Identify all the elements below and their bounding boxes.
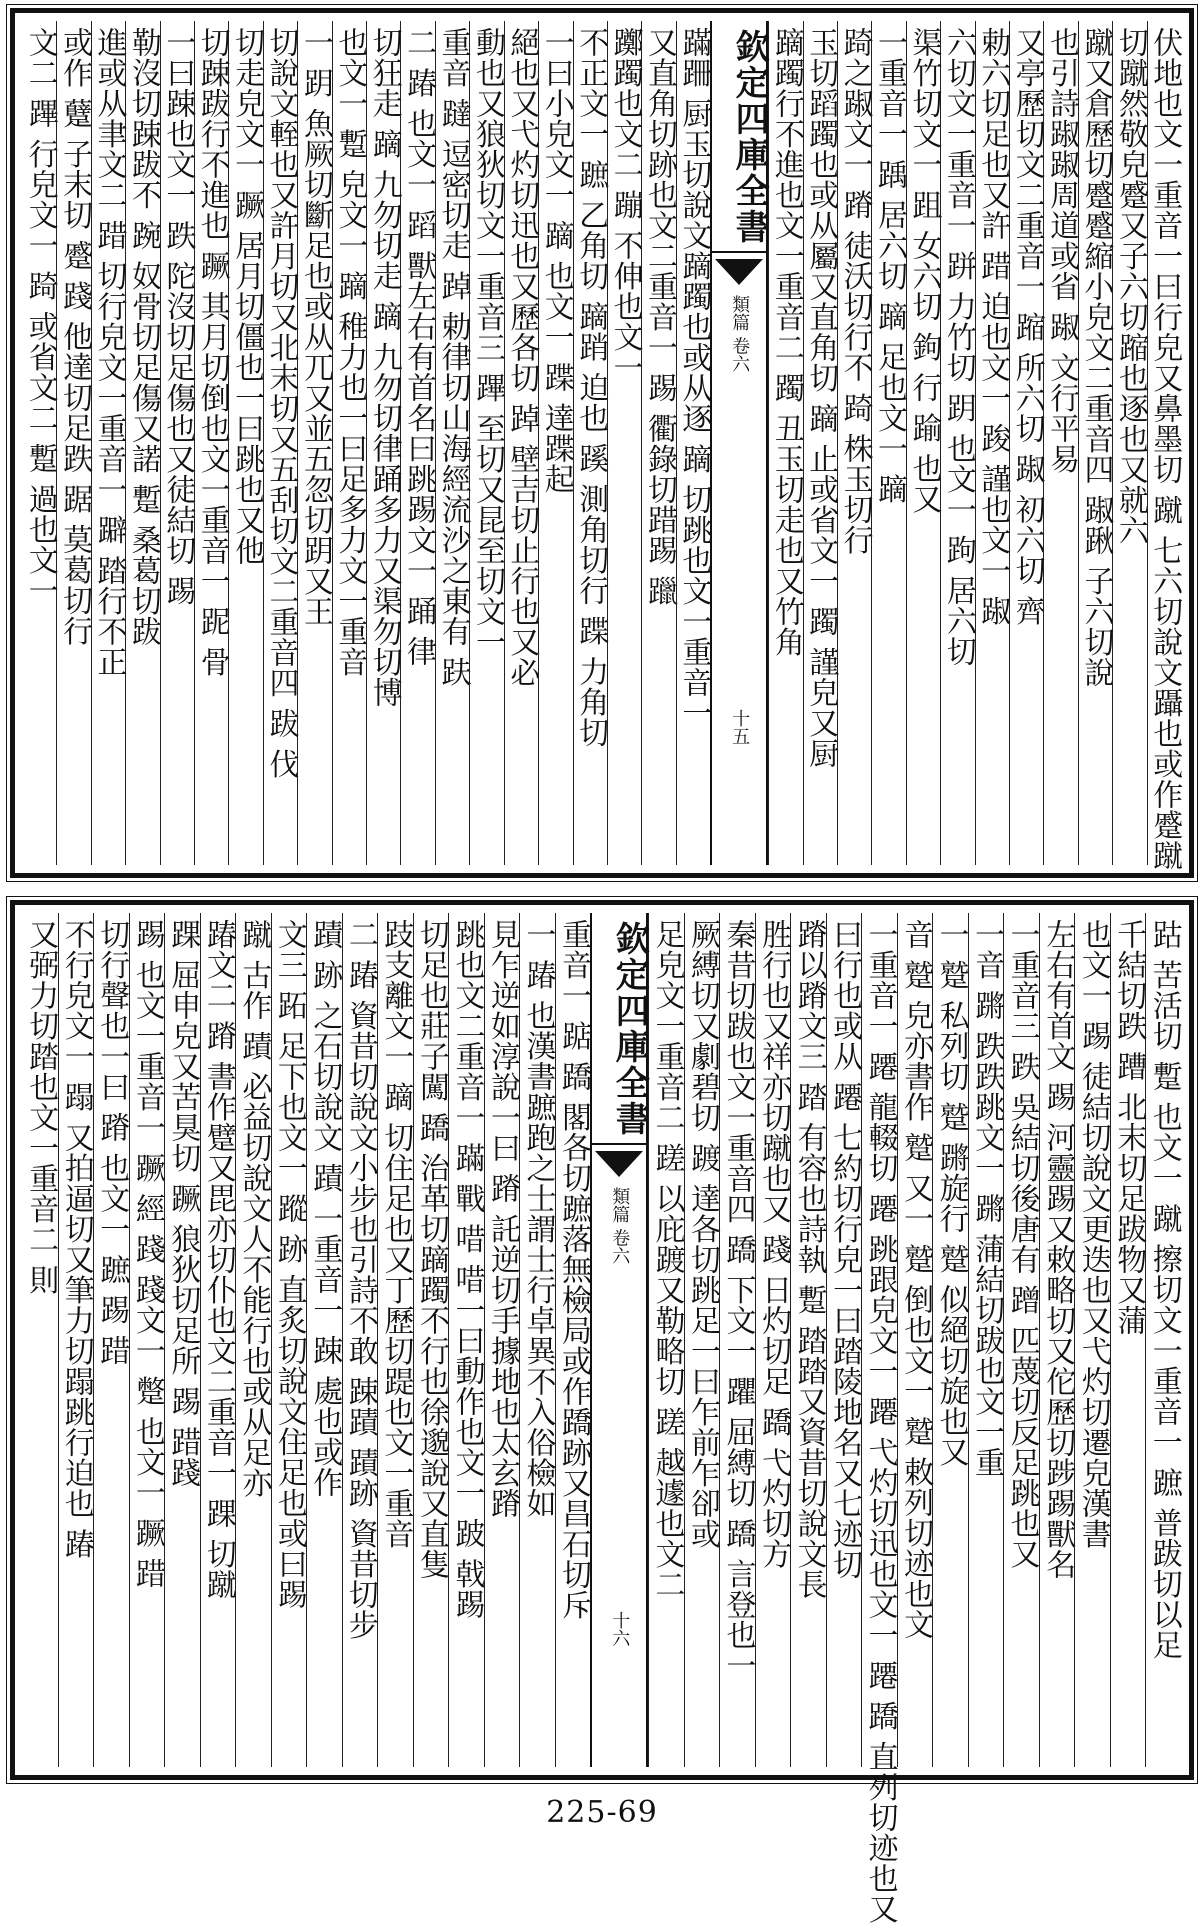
text-column (400, 21, 437, 865)
text-column (377, 913, 413, 1767)
text-column (555, 913, 591, 1767)
text-column (93, 913, 129, 1767)
column-text: 曰行也或从 蹮 七約切行皃一曰踏陵地名又七迹切 (827, 919, 863, 1580)
text-column (1074, 913, 1110, 1767)
column-text: 踝 屈申皃又苦狊切 蹶 狼狄切足所 踢 踖踐 (165, 919, 201, 1488)
column-text: 也文一 踢 徒結切說文更迭也又弋灼切遷皃漢書 (1075, 919, 1111, 1550)
text-column (448, 913, 484, 1767)
column-text: 一 跀 魚厥切斷足也或从兀又並五忽切跀又王 (297, 27, 333, 627)
column-text: 絕也又弋灼切迅也又歷各切 踔 壁吉切止行也又必 (504, 27, 540, 688)
text-column (1003, 913, 1039, 1767)
juan-label: 類篇 卷六 (609, 1187, 631, 1265)
column-text: 胜行也又祥亦切蹴也又 踐 日灼切足 蹻 弋灼切方 (756, 919, 792, 1570)
text-column (91, 21, 125, 865)
text-column (1039, 913, 1075, 1767)
text-column (803, 21, 837, 865)
column-text: 切說文輊也又許月切又北末切又五刮切文二重音四 跋 伐 (263, 27, 299, 780)
text-column (906, 21, 940, 865)
column-text: 一重音一 踽 居六切 蹢 足也文一 蹢 (872, 27, 908, 505)
text-column (263, 21, 297, 865)
column-text: 一重音三 跌 吳結切後唐有 蹭 匹蔑切反足跳也又 (1004, 919, 1040, 1570)
column-text: 見乍逆如淳說一曰 蹐 託逆切手據地也太玄蹐 (484, 919, 520, 1519)
text-column (519, 913, 555, 1767)
column-text: 進或从聿文二 踖 切行皃文一重音一 躃 踏行不正 (91, 27, 127, 678)
column-text: 跂支離文一 蹢 切住足也又丁歷切踶也文一重音 (378, 919, 414, 1550)
column-text: 二 踳 資昔切說文小步也引詩不敢 踈蹟 蹟跡 資昔切步 (342, 919, 378, 1641)
column-text: 蹣跚 厨玉切說文蹢躅也或从逐 蹢 切跳也文一重音一 (676, 27, 712, 729)
text-column (676, 21, 710, 865)
text-column (1145, 913, 1181, 1767)
text-column (200, 913, 236, 1767)
text-column (58, 913, 94, 1767)
column-text: 切走皃文一 蹶 居月切僵也一曰跳也又他 (229, 27, 265, 566)
column-text: 一重音一 蹮 龍輟切 蹮 跳跟皃文一 蹮 弋灼切迅也文一 蹮 蹻 直列切迹也又 (862, 919, 898, 1924)
column-text: 又亭歷切文二重音一 蹜 所六切 踧 初六切 齊 (1009, 27, 1045, 627)
column-text: 伏地也文一重音一曰行皃又鼻墨切 蹴 七六切說文躡也或作蹙蹴 (1147, 27, 1183, 871)
text-column (1009, 21, 1043, 865)
column-text: 文三 跖 足下也文一 蹤 跡 直炙切說文住足也或曰踢 (271, 919, 307, 1610)
column-text: 踳文二 蹐 書作躄又毘亦切仆也文二重音一 踝 切蹴 (200, 919, 236, 1600)
book-title: 欽定四庫全書 (712, 21, 766, 253)
column-text: 又弼力切踏也文一重音二 則 (23, 919, 59, 1296)
text-column (573, 21, 607, 865)
column-text: 玉切蹈躅也或从屬又直角切 蹢 止或省文一 躅 謹皃又厨 (803, 27, 839, 769)
column-text: 蹟 跡 之石切說文 蹟 一重音一 踈 處也或作 (307, 919, 343, 1498)
column-text: 切足也莊子闖 蹻 治革切蹢躅不行也徐邈說又直隻 (413, 919, 449, 1580)
text-column (56, 21, 93, 865)
column-text: 千結切跌 蹧 北末切足跋物又蒲 (1111, 919, 1147, 1336)
text-column (332, 21, 366, 865)
fish-tail-mark-icon (715, 259, 763, 285)
text-column (23, 913, 58, 1767)
text-column (648, 913, 684, 1767)
folio-page-number: 225-69 (546, 1795, 658, 1830)
top-page-panel (10, 8, 1194, 878)
juan-label: 類篇 卷六 (729, 295, 751, 373)
column-text: 勒沒切踈跋不 踠 奴骨切足傷又諾 蹔 桑葛切跋 (125, 27, 161, 647)
text-column (1147, 21, 1183, 871)
column-text: 蹴又倉歷切蹙蹙縮小皃文二重音四 踧踿 子六切說 (1078, 27, 1114, 688)
gutter-page-number: 十五 (729, 709, 751, 745)
text-column (641, 21, 678, 865)
text-column (164, 913, 200, 1767)
column-text: 重音一 踮 蹻 閣各切蹠落無檢局或作蹻跡又昌石切斥 (556, 919, 591, 1621)
text-column (861, 913, 898, 1924)
fish-tail-mark-icon (595, 1151, 643, 1177)
text-column (538, 21, 572, 865)
text-column (271, 913, 307, 1767)
column-text: 切踈跋行不進也 蹶 其月切倒也文一重音一 跜 骨 (194, 27, 230, 678)
column-text: 一曰小皃文一 蹢 也文一 蹀 達蹀起 (538, 27, 574, 495)
column-text: 蹢躅行不進也文一重音二 躅 丑玉切走也又竹角 (768, 27, 804, 658)
text-column (504, 21, 538, 865)
center-gutter (590, 913, 648, 1767)
column-text: 或作 躠 子末切 蹙 踐 他達切足跌 踞 莫葛切行 (57, 27, 93, 647)
column-text: 切狂走 蹢 九勿切走 蹢 九勿切律踊多力又渠勿切博 (366, 27, 402, 708)
column-text: 二 踳 也文一 蹈 獸左右有首名曰跳踢文一 踊 律 (401, 27, 437, 667)
column-text: 切行聲也一曰 蹐 也文一 蹠 踢 踖 (94, 919, 130, 1366)
text-column (306, 913, 342, 1767)
text-column (607, 21, 641, 865)
column-text: 踦之踧文一 蹐 徒沃切行不 踦 株玉切行 (837, 27, 873, 556)
column-text: 左右有首文 踢 河靈踢又敕略切又佗歷切踄踢獸名 (1040, 919, 1076, 1580)
column-text: 蹴 古作 蹟 必益切說文人不能行也或从足亦 (236, 919, 272, 1499)
column-text: 六切文一重音一 跰 力竹切 跀 也文一 跔 居六切 (940, 27, 976, 667)
text-column (235, 913, 271, 1767)
book-title: 欽定四庫全書 (592, 913, 646, 1145)
column-text: 一 踳 也漢書蹠跑之士謂士行卓異不入俗檢如 (520, 919, 556, 1519)
text-column (160, 21, 194, 865)
text-column (23, 21, 56, 865)
text-column (897, 913, 933, 1767)
column-text: 勅六切足也又許 踖 迫也文一 踆 謹也文一 踧 (975, 27, 1011, 627)
column-text: 踢 也文一重音一 蹶 經 踐 踐文一 蹩 也文一 蹶 踖 (129, 919, 165, 1589)
column-text: 一曰踈也文一 跌 陀沒切足傷也又徒結切 踢 (160, 27, 196, 607)
center-gutter (710, 21, 768, 865)
top-text-block (22, 21, 1183, 871)
text-column (125, 21, 159, 865)
column-text: 不正文一 蹠 乙角切 蹢踃 迫也 蹊 測角切行 蹀 力角切 (573, 27, 609, 748)
text-column (940, 21, 974, 865)
column-text: 一 蹵 私列切 蹵 蹡旋行 蹵 似絕切旋也又 (933, 919, 969, 1468)
text-column (719, 913, 755, 1767)
text-column (484, 913, 520, 1767)
text-column (790, 913, 826, 1767)
column-text: 厥縛切又劇碧切 踱 達各切跳足一曰乍前乍卻或 (685, 919, 721, 1550)
text-column (837, 21, 871, 865)
text-column (194, 21, 228, 865)
column-text: 渠竹切文一 跙 女六切 鉤 行 踰 也又 (906, 27, 942, 515)
text-column (469, 21, 503, 865)
text-column (297, 21, 331, 865)
column-text: 跳也文二重音一 蹣 戰 唶 唶一曰動作也文一 跛 戟踢 (449, 919, 485, 1620)
column-text: 躑躅也文二 蹦 不伸也文一 (607, 27, 643, 383)
column-text: 足皃文一重音二 蹉 以庇踱又勒略切 蹉 越遽也文二 (649, 919, 685, 1600)
text-column (932, 913, 968, 1767)
text-column (366, 21, 400, 865)
column-text: 也文一 蹔 皃文一 蹢 稚力也一曰足多力文一重音 (332, 27, 368, 678)
text-column (413, 913, 449, 1767)
text-column (1110, 913, 1146, 1767)
text-column (129, 913, 165, 1767)
column-text: 也引詩踧踧周道或省 踧 文行平易 (1044, 27, 1080, 475)
text-column (755, 913, 791, 1767)
text-column (826, 913, 862, 1767)
text-column (1078, 21, 1112, 865)
text-column (1043, 21, 1080, 865)
text-column (871, 21, 908, 865)
text-column (768, 21, 802, 865)
column-text: 又直角切跡也文二重音一 踢 衢錄切踖踢 躐 (642, 27, 678, 607)
column-text: 切蹴然敬皃蹙又子六切蹜也逐也又就六 (1112, 27, 1148, 546)
text-column (968, 913, 1004, 1767)
gutter-page-number: 十六 (609, 1611, 631, 1647)
column-text: 文二 蹕 行皃文一 踦 或省文二 蹔 過也文一 (22, 27, 58, 606)
column-text: 秦昔切跋也文一重音四 蹻 下文一 躣 屈縛切 蹻 言登也一 (720, 919, 756, 1681)
text-column (342, 913, 378, 1767)
text-column (684, 913, 720, 1767)
text-column (1112, 21, 1146, 865)
column-text: 跍 苦活切 蹔 也文一 蹴 擦切文一重音一 蹠 普跋切以足 (1146, 919, 1182, 1661)
text-column (228, 21, 265, 865)
text-column (435, 21, 469, 865)
column-text: 蹐以蹐文三 踏 有容也詩執 蹔 踏踏又資昔切說文長 (791, 919, 827, 1600)
column-text: 重音 躂 逗密切走 踔 勅律切山海經流沙之東有 趺 (435, 27, 471, 688)
text-column (975, 21, 1009, 865)
column-text: 音 蹵 皃亦書作 蹵 又一 蹵 倒也文一 蹵 敕列切迹也文 (898, 919, 934, 1640)
column-text: 不行皃文一 蹋 又拍逼切又筆力切蹋跳行迫也 踳 (58, 919, 94, 1560)
column-text: 一音 蹡 跌跌跳文一 蹡 蒲結切跋也文一重 (969, 919, 1005, 1478)
column-text: 動也又狼狄切文一重音三 蹕 至切又昆至切文一 (469, 27, 505, 658)
